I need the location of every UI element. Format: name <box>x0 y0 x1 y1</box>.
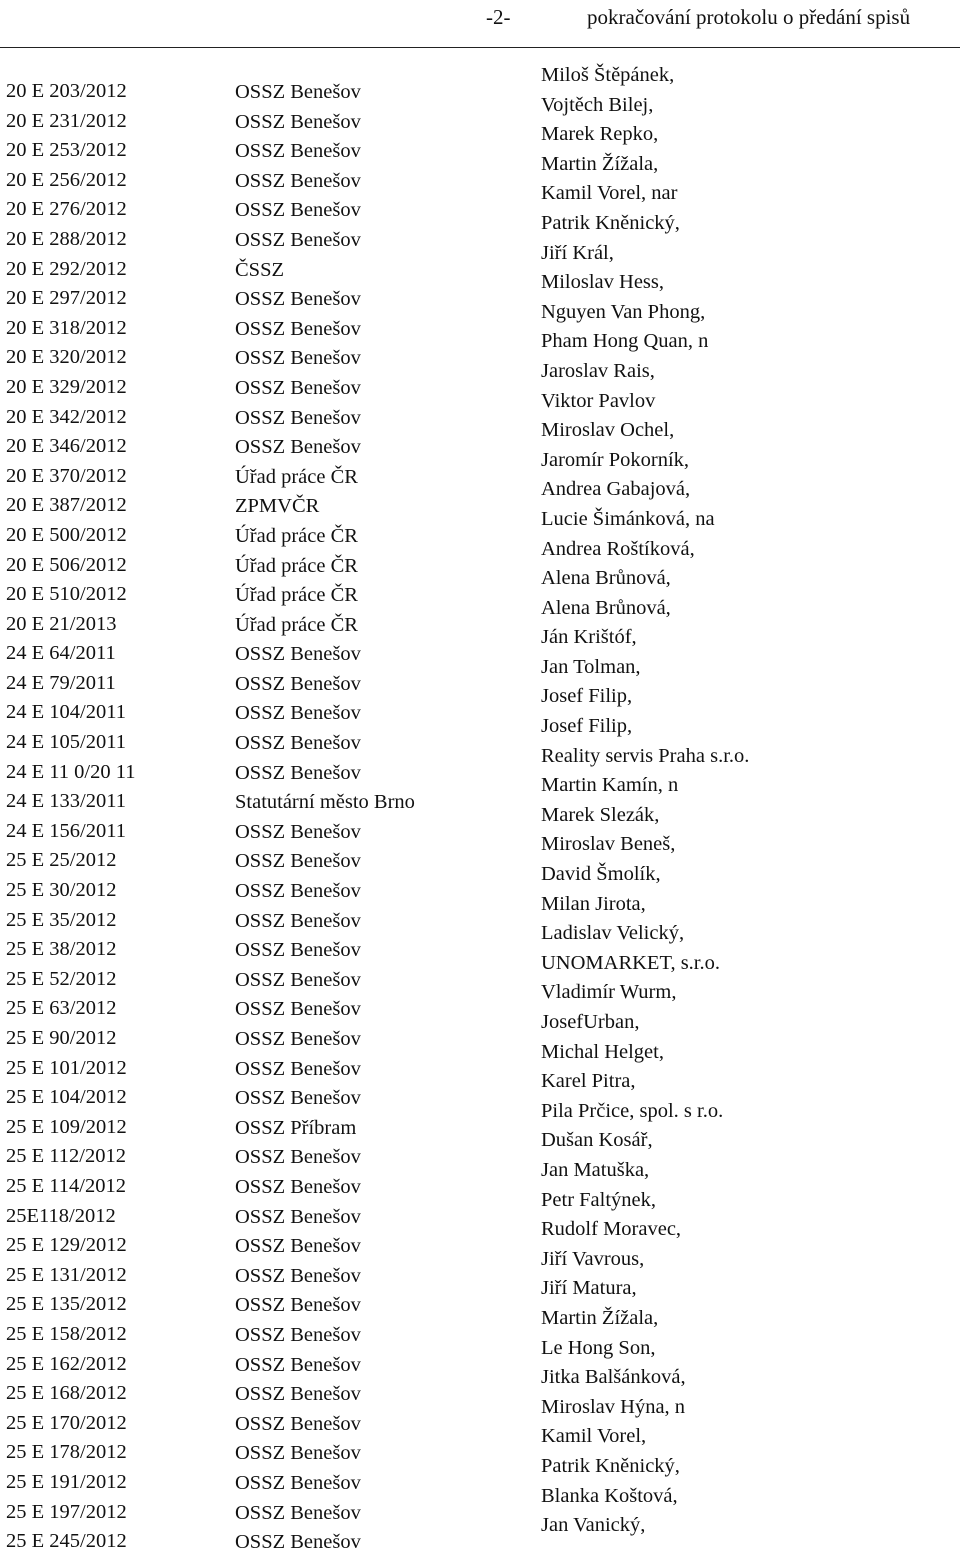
table-row <box>0 507 960 549</box>
table-row <box>0 715 960 756</box>
party-name: Alena Brůnová, <box>541 567 671 590</box>
table-row <box>0 1484 960 1526</box>
party-name: Jan Matuška, <box>541 1158 650 1181</box>
table-row <box>0 951 960 993</box>
table-row <box>0 892 960 934</box>
table-row <box>0 596 960 638</box>
party-name: Ladislav Velický, <box>541 922 685 945</box>
office-name: OSSZ Benešov <box>235 169 361 192</box>
office-name: OSSZ Benešov <box>235 820 361 843</box>
party-name: Nguyen Van Phong, <box>541 300 706 323</box>
party-name: Josef Filip, <box>541 685 633 708</box>
table-row <box>0 1247 960 1289</box>
table-row <box>0 1395 960 1437</box>
table-row <box>0 271 960 312</box>
case-number: 20 E 329/2012 <box>6 375 127 398</box>
table-row <box>0 1336 960 1378</box>
table-row <box>0 981 960 1022</box>
case-number: 24 E 133/2011 <box>6 790 126 813</box>
party-name: Andrea Roštíková, <box>541 537 695 560</box>
case-number: 25 E 52/2012 <box>6 967 117 990</box>
office-name: OSSZ Benešov <box>235 1235 361 1258</box>
party-name: Martin Kamín, n <box>541 774 679 797</box>
party-name: Miloslav Hess, <box>541 271 664 294</box>
office-name: OSSZ Benešov <box>235 643 361 666</box>
case-number: 24 E 79/2011 <box>6 671 116 694</box>
table-row <box>0 64 960 105</box>
office-name: Statutární město Brno <box>235 791 415 814</box>
case-number: 20 E 346/2012 <box>6 435 127 458</box>
office-name: OSSZ Benešov <box>235 376 361 399</box>
party-name: Pila Prčice, spol. s r.o. <box>541 1099 724 1122</box>
table-row <box>0 567 960 608</box>
party-name: Lucie Šimánková, na <box>541 507 715 530</box>
office-name: OSSZ Benešov <box>235 110 361 133</box>
case-number: 25 E 131/2012 <box>6 1263 127 1286</box>
case-number: 24 E 156/2011 <box>6 819 126 842</box>
header-title: pokračování protokolu o předání spisů <box>587 5 911 29</box>
office-name: OSSZ Benešov <box>235 672 361 695</box>
office-name: OSSZ Benešov <box>235 1294 361 1317</box>
office-name: OSSZ Benešov <box>235 1501 361 1524</box>
party-name: Rudolf Moravec, <box>541 1218 682 1241</box>
office-name: OSSZ Benešov <box>235 347 361 370</box>
office-name: OSSZ Benešov <box>235 406 361 429</box>
table-row <box>0 241 960 283</box>
case-number: 20 E 510/2012 <box>6 583 127 606</box>
party-name: Reality servis Praha s.r.o. <box>541 744 750 767</box>
office-name: Úřad práce ČR <box>235 613 358 636</box>
case-number: 25 E 30/2012 <box>6 879 117 902</box>
office-name: OSSZ Benešov <box>235 702 361 725</box>
case-number: 24 E 105/2011 <box>6 731 126 754</box>
table-row <box>0 833 960 874</box>
party-name: Andrea Gabajová, <box>541 478 691 501</box>
party-name: Jiří Král, <box>541 241 614 264</box>
table-row <box>0 1218 960 1259</box>
case-number: 20 E 203/2012 <box>6 80 127 102</box>
office-name: OSSZ Benešov <box>235 199 361 222</box>
records-table <box>0 64 960 1555</box>
office-name: OSSZ Benešov <box>235 1412 361 1435</box>
case-number: 20 E 370/2012 <box>6 464 127 487</box>
office-name: OSSZ Benešov <box>235 1205 361 1228</box>
case-number: 24 E 64/2011 <box>6 642 116 665</box>
party-name: Blanka Koštová, <box>541 1484 678 1507</box>
table-row <box>0 1158 960 1200</box>
office-name: ZPMVČR <box>235 495 320 518</box>
party-name: Milan Jirota, <box>541 892 646 915</box>
office-name: OSSZ Benešov <box>235 1383 361 1406</box>
office-name: OSSZ Benešov <box>235 761 361 784</box>
office-name: OSSZ Benešov <box>235 1442 361 1465</box>
office-name: OSSZ Benešov <box>235 909 361 932</box>
party-name: Jan Vanický, <box>541 1514 646 1537</box>
office-name: OSSZ Benešov <box>235 1087 361 1110</box>
table-row <box>0 774 960 815</box>
case-number: 24 E 11 0/20 11 <box>6 760 136 783</box>
office-name: Úřad práce ČR <box>235 465 358 488</box>
office-name: Úřad práce ČR <box>235 524 358 547</box>
table-row <box>0 1514 960 1555</box>
table-row <box>0 123 960 164</box>
table-row <box>0 389 960 431</box>
case-number: 25 E 109/2012 <box>6 1115 127 1138</box>
table-row <box>0 1070 960 1111</box>
case-number: 20 E 276/2012 <box>6 198 127 221</box>
case-number: 25 E 25/2012 <box>6 849 117 872</box>
table-row <box>0 626 960 667</box>
case-number: 20 E 320/2012 <box>6 346 127 369</box>
office-name: OSSZ Benešov <box>235 1175 361 1198</box>
office-name: OSSZ Benešov <box>235 880 361 903</box>
party-name: Josef Filip, <box>541 715 633 738</box>
party-name: Dušan Kosář, <box>541 1129 653 1152</box>
office-name: OSSZ Benešov <box>235 998 361 1021</box>
party-name: Martin Žížala, <box>541 152 659 175</box>
office-name: OSSZ Benešov <box>235 288 361 311</box>
case-number: 20 E 500/2012 <box>6 523 127 546</box>
party-name: Martin Žížala, <box>541 1306 659 1329</box>
party-name: Kamil Vorel, nar <box>541 182 678 205</box>
case-number: 25 E 162/2012 <box>6 1352 127 1375</box>
office-name: OSSZ Benešov <box>235 1471 361 1494</box>
table-row <box>0 537 960 579</box>
table-row <box>0 685 960 726</box>
party-name: Le Hong Son, <box>541 1336 656 1359</box>
header-divider <box>0 47 960 48</box>
table-row <box>0 1188 960 1230</box>
case-number: 25 E 101/2012 <box>6 1056 127 1079</box>
table-row <box>0 93 960 135</box>
office-name: OSSZ Benešov <box>235 436 361 459</box>
page-number: -2- <box>486 5 511 29</box>
party-name: Jiří Vavrous, <box>541 1247 645 1270</box>
case-number: 25 E 168/2012 <box>6 1382 127 1405</box>
table-row <box>0 1425 960 1466</box>
table-row <box>0 419 960 460</box>
party-name: Viktor Pavlov <box>541 389 656 412</box>
office-name: OSSZ Příbram <box>235 1116 357 1139</box>
table-row <box>0 1366 960 1407</box>
table-row <box>0 744 960 786</box>
table-row <box>0 1129 960 1170</box>
case-number: 20 E 387/2012 <box>6 494 127 517</box>
party-name: Jan Tolman, <box>541 655 641 678</box>
case-number: 25 E 158/2012 <box>6 1322 127 1345</box>
party-name: Marek Slezák, <box>541 803 660 826</box>
case-number: 20 E 21/2013 <box>6 612 117 635</box>
office-name: OSSZ Benešov <box>235 1353 361 1376</box>
party-name: Jitka Balšánková, <box>541 1366 686 1389</box>
party-name: Miroslav Hýna, n <box>541 1395 686 1418</box>
party-name: Kamil Vorel, <box>541 1425 647 1448</box>
table-row <box>0 803 960 845</box>
case-number: 25 E 90/2012 <box>6 1027 117 1049</box>
party-name: Patrik Kněnický, <box>541 211 680 234</box>
party-name: Michal Helget, <box>541 1040 664 1063</box>
case-number: 20 E 231/2012 <box>6 109 127 132</box>
party-name: Patrik Kněnický, <box>541 1454 680 1477</box>
office-name: Úřad práce ČR <box>235 584 358 607</box>
table-row <box>0 863 960 904</box>
case-number: 25 E 178/2012 <box>6 1441 127 1464</box>
party-name: Ján Krištóf, <box>541 626 637 649</box>
table-row <box>0 1454 960 1496</box>
office-name: OSSZ Benešov <box>235 939 361 962</box>
office-name: OSSZ Benešov <box>235 1057 361 1080</box>
table-row <box>0 655 960 697</box>
table-row <box>0 359 960 401</box>
case-number: 20 E 342/2012 <box>6 405 127 428</box>
case-number: 25 E 245/2012 <box>6 1530 127 1553</box>
party-name: JosefUrban, <box>541 1011 640 1033</box>
office-name: OSSZ Benešov <box>235 1323 361 1346</box>
table-row <box>0 1277 960 1318</box>
office-name: OSSZ Benešov <box>235 850 361 873</box>
case-number: 25 E 114/2012 <box>6 1174 126 1197</box>
case-number: 25 E 104/2012 <box>6 1086 127 1109</box>
office-name: OSSZ Benešov <box>235 81 361 103</box>
table-row <box>0 448 960 490</box>
case-number: 25 E 112/2012 <box>6 1145 126 1168</box>
table-row <box>0 1040 960 1082</box>
party-name: Vladimír Wurm, <box>541 981 677 1004</box>
office-name: OSSZ Benešov <box>235 1531 361 1554</box>
office-name: OSSZ Benešov <box>235 228 361 251</box>
party-name: Pham Hong Quan, n <box>541 330 709 353</box>
case-number: 20 E 288/2012 <box>6 227 127 250</box>
office-name: OSSZ Benešov <box>235 1028 361 1050</box>
case-number: 25 E 191/2012 <box>6 1470 127 1493</box>
table-row <box>0 182 960 223</box>
office-name: OSSZ Benešov <box>235 732 361 755</box>
table-row <box>0 1099 960 1141</box>
party-name: Jaroslav Rais, <box>541 359 655 382</box>
table-row <box>0 922 960 963</box>
page-header <box>0 2 960 32</box>
case-number: 25 E 35/2012 <box>6 908 117 931</box>
table-row <box>0 330 960 371</box>
case-number: 24 E 104/2011 <box>6 701 126 724</box>
case-number: 20 E 253/2012 <box>6 139 127 162</box>
office-name: ČSSZ <box>235 258 284 281</box>
table-row <box>0 152 960 194</box>
party-name: Jiří Matura, <box>541 1277 637 1300</box>
case-number: 20 E 256/2012 <box>6 168 127 191</box>
case-number: 20 E 506/2012 <box>6 553 127 576</box>
party-name: Miroslav Ochel, <box>541 419 675 442</box>
office-name: OSSZ Benešov <box>235 1146 361 1169</box>
case-number: 25 E 63/2012 <box>6 997 117 1020</box>
table-row <box>0 211 960 253</box>
party-name: Marek Repko, <box>541 123 659 146</box>
case-number: 25 E 129/2012 <box>6 1234 127 1257</box>
party-name: Vojtěch Bilej, <box>541 93 654 116</box>
case-number: 25 E 170/2012 <box>6 1411 127 1434</box>
table-row <box>0 300 960 342</box>
party-name: Miloš Štěpánek, <box>541 64 675 86</box>
case-number: 25E118/2012 <box>6 1204 116 1227</box>
case-number: 20 E 318/2012 <box>6 316 127 339</box>
office-name: OSSZ Benešov <box>235 317 361 340</box>
office-name: OSSZ Benešov <box>235 1264 361 1287</box>
office-name: OSSZ Benešov <box>235 140 361 163</box>
party-name: UNOMARKET, s.r.o. <box>541 951 720 974</box>
party-name: Karel Pitra, <box>541 1070 636 1093</box>
party-name: Alena Brůnová, <box>541 596 671 619</box>
case-number: 25 E 38/2012 <box>6 938 117 961</box>
party-name: David Šmolík, <box>541 863 661 886</box>
table-row <box>0 1011 960 1052</box>
office-name: OSSZ Benešov <box>235 968 361 991</box>
table-row <box>0 478 960 519</box>
table-row <box>0 1306 960 1348</box>
party-name: Miroslav Beneš, <box>541 833 676 856</box>
office-name: Úřad práce ČR <box>235 554 358 577</box>
case-number: 20 E 297/2012 <box>6 287 127 310</box>
case-number: 25 E 135/2012 <box>6 1293 127 1316</box>
party-name: Jaromír Pokorník, <box>541 448 690 471</box>
party-name: Petr Faltýnek, <box>541 1188 657 1211</box>
case-number: 20 E 292/2012 <box>6 257 127 280</box>
case-number: 25 E 197/2012 <box>6 1500 127 1523</box>
